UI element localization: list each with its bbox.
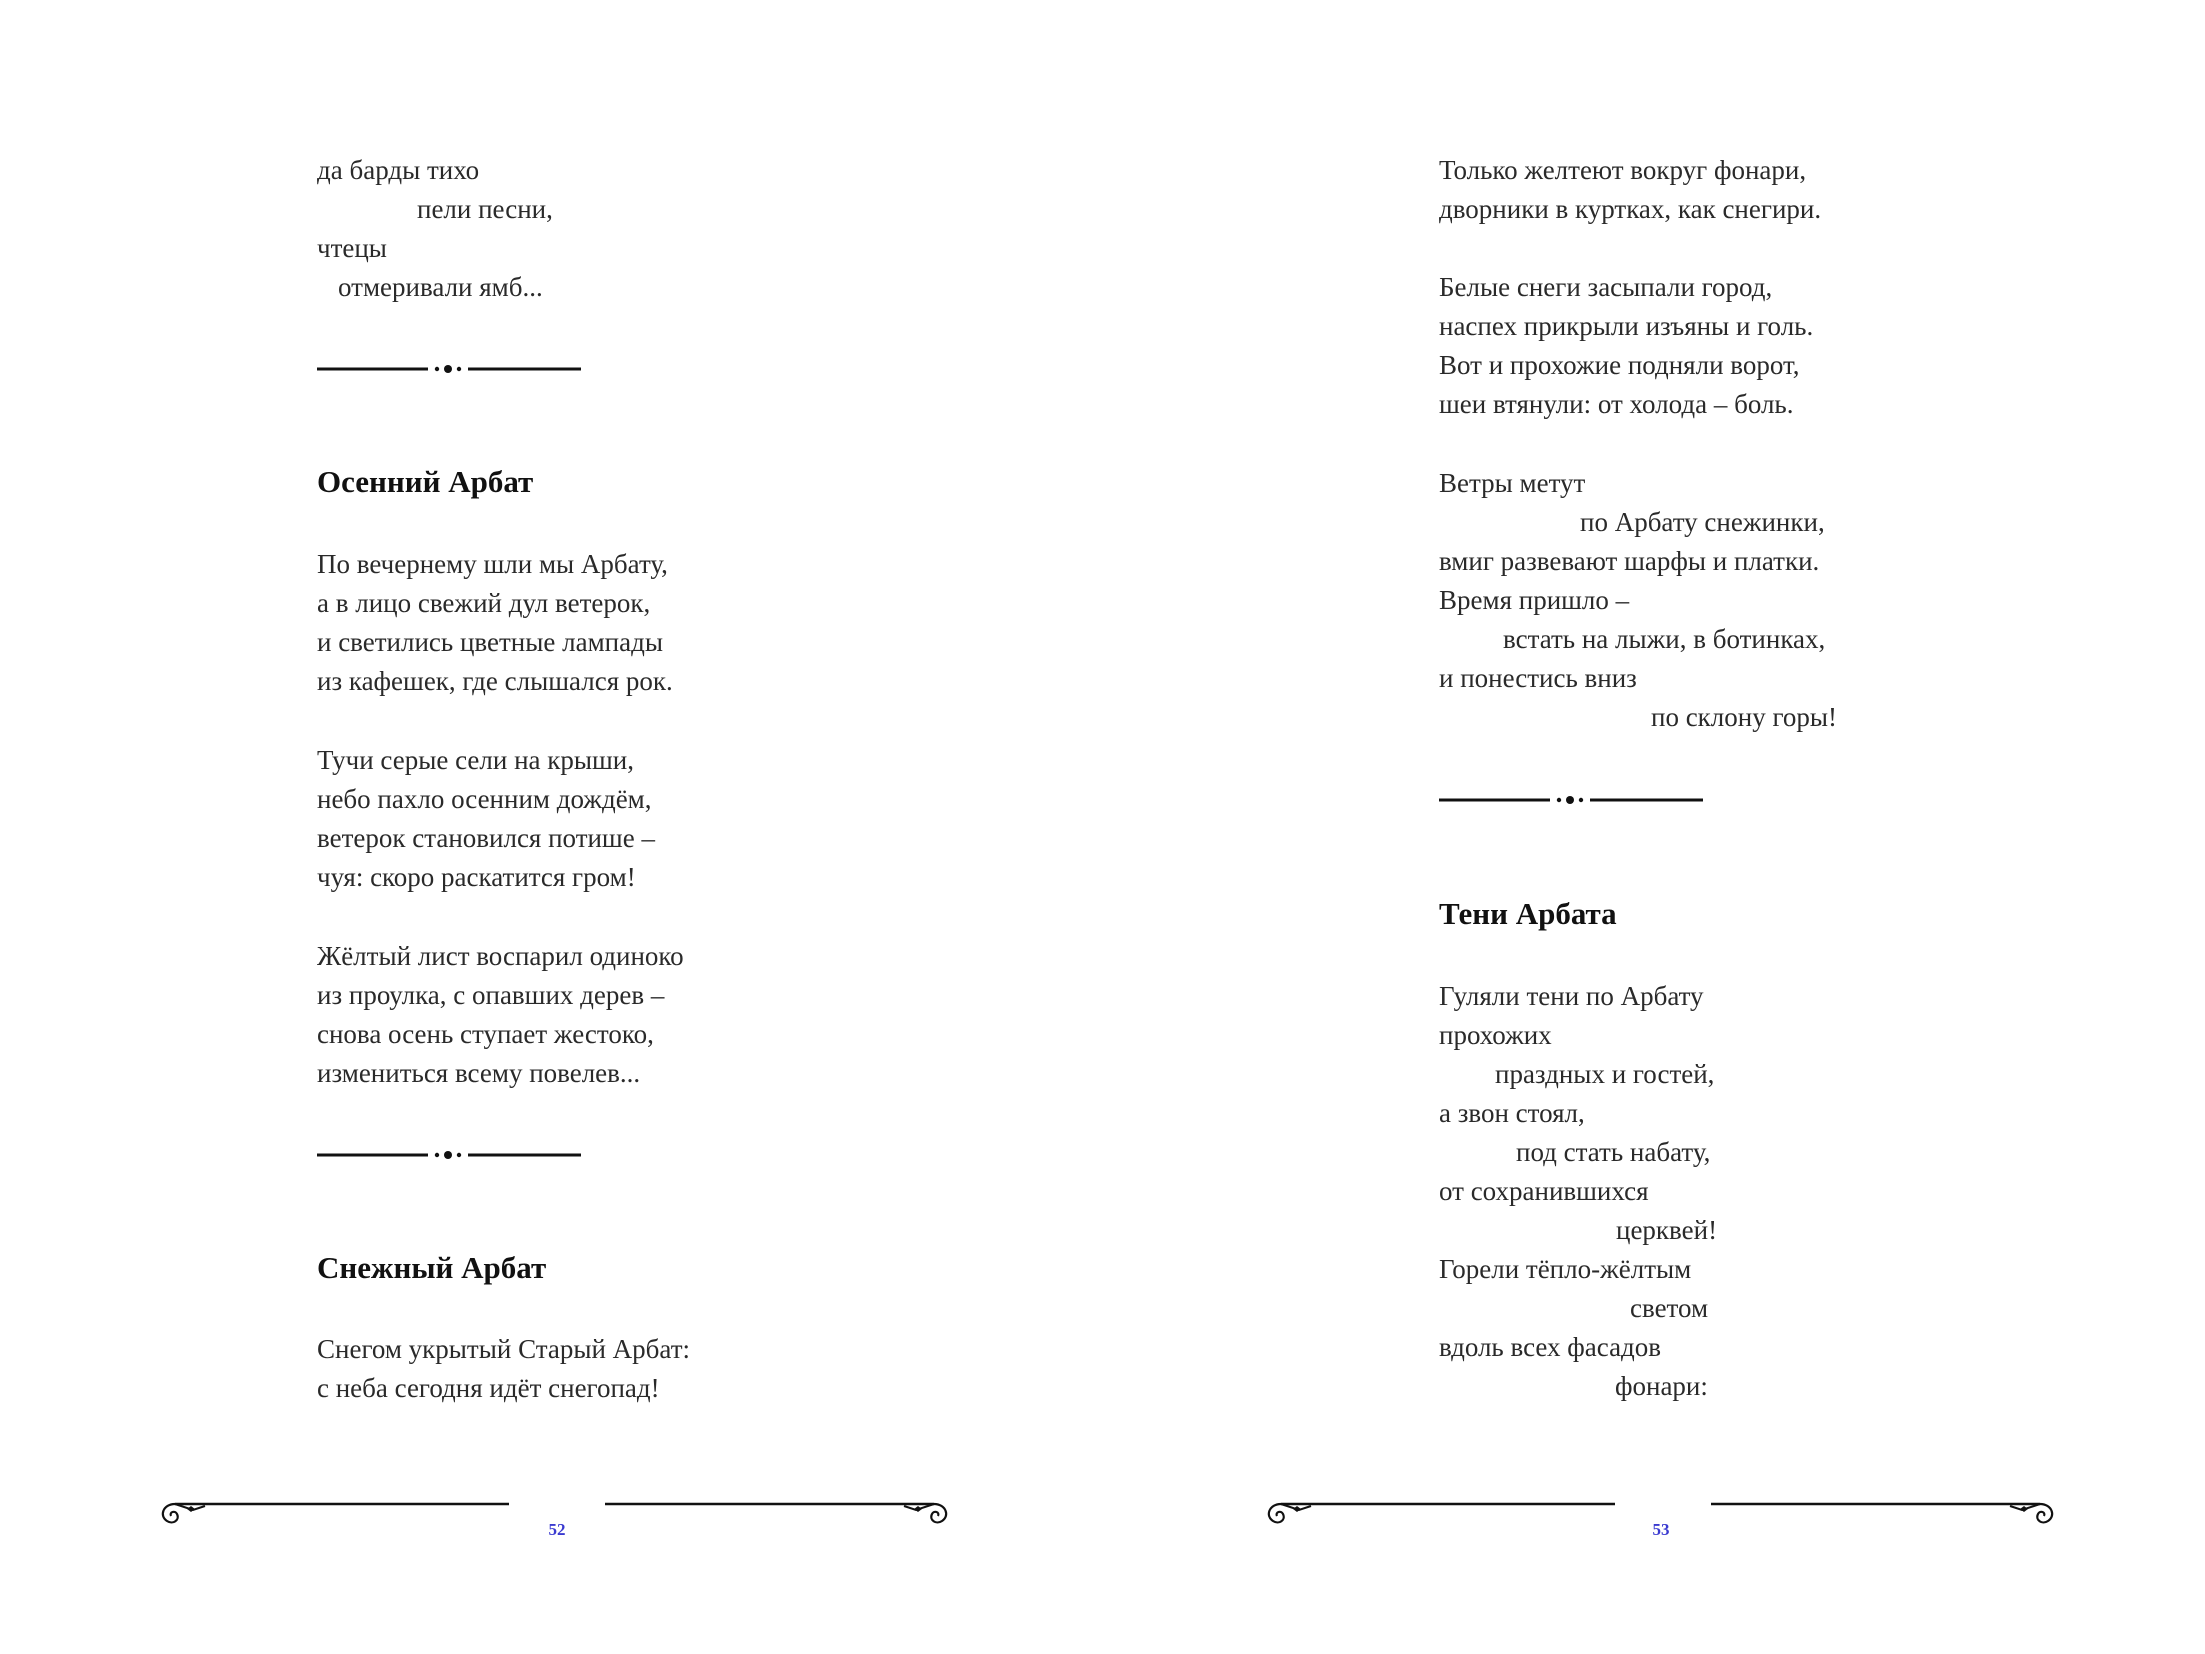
verse-line: ветерок становился потише –	[317, 823, 655, 853]
verse-line: из кафешек, где слышался рок.	[317, 666, 673, 696]
verse-line: Белые снеги засыпали город,	[1439, 272, 1773, 302]
verse-line: и светились цветные лампады	[317, 627, 663, 657]
verse-line: с неба сегодня идёт снегопад!	[317, 1373, 660, 1403]
verse-line: небо пахло осенним дождём,	[317, 784, 652, 814]
verse-line: дворники в куртках, как снегири.	[1439, 194, 1822, 224]
verse-line: Горели тёпло-жёлтым	[1439, 1254, 1692, 1284]
verse-line: церквей!	[1616, 1215, 1718, 1245]
section-divider	[315, 362, 583, 376]
page-number: 52	[548, 1520, 566, 1539]
poem-title: Осенний Арбат	[317, 464, 534, 499]
verse-line: а звон стоял,	[1439, 1098, 1585, 1128]
verse-line: отмеривали ямб...	[338, 272, 543, 302]
section-divider	[315, 1148, 583, 1162]
verse-line: измениться всему повелев...	[317, 1058, 641, 1088]
verse-line: наспех прикрыли изъяны и голь.	[1439, 311, 1814, 341]
right-page	[1103, 0, 2205, 1654]
verse-line: Ветры метут	[1439, 468, 1586, 498]
verse-line: и понестись вниз	[1439, 663, 1637, 693]
section-divider	[1437, 793, 1705, 807]
left-page	[0, 0, 1102, 1654]
verse-line: под стать набату,	[1516, 1137, 1711, 1167]
page-number: 53	[1652, 1520, 1670, 1539]
verse-line: шеи втянули: от холода – боль.	[1439, 389, 1794, 419]
verse-line: вмиг развевают шарфы и платки.	[1439, 546, 1820, 576]
verse-line: Жёлтый лист воспарил одиноко	[317, 941, 684, 971]
verse-line: чуя: скоро раскатится гром!	[317, 862, 636, 892]
verse-line: Тучи серые сели на крыши,	[317, 745, 634, 775]
verse-line: Гуляли тени по Арбату	[1439, 981, 1704, 1011]
verse-line: по склону горы!	[1651, 702, 1838, 732]
verse-line: вдоль всех фасадов	[1439, 1332, 1662, 1362]
verse-line: чтецы	[317, 233, 387, 263]
verse-line: да барды тихо	[317, 155, 480, 185]
verse-line: пели песни,	[417, 194, 553, 224]
poem-title: Снежный Арбат	[317, 1250, 547, 1285]
verse-line: снова осень ступает жестоко,	[317, 1019, 654, 1049]
verse-line: Снегом укрытый Старый Арбат:	[317, 1334, 690, 1364]
verse-line: Время пришло –	[1439, 585, 1630, 615]
verse-line: а в лицо свежий дул ветерок,	[317, 588, 651, 618]
verse-line: по Арбату снежинки,	[1580, 507, 1825, 537]
verse-line: от сохранившихся	[1439, 1176, 1649, 1206]
verse-line: Вот и прохожие подняли ворот,	[1439, 350, 1800, 380]
verse-line: Только желтеют вокруг фонари,	[1439, 155, 1807, 185]
verse-line: светом	[1630, 1293, 1709, 1323]
verse-line: прохожих	[1439, 1020, 1552, 1050]
verse-line: фонари:	[1615, 1371, 1708, 1401]
verse-line: встать на лыжи, в ботинках,	[1503, 624, 1826, 654]
verse-line: из проулка, с опавших дерев –	[317, 980, 665, 1010]
verse-line: праздных и гостей,	[1495, 1059, 1715, 1089]
poem-title: Тени Арбата	[1439, 896, 1617, 931]
verse-line: По вечернему шли мы Арбату,	[317, 549, 668, 579]
